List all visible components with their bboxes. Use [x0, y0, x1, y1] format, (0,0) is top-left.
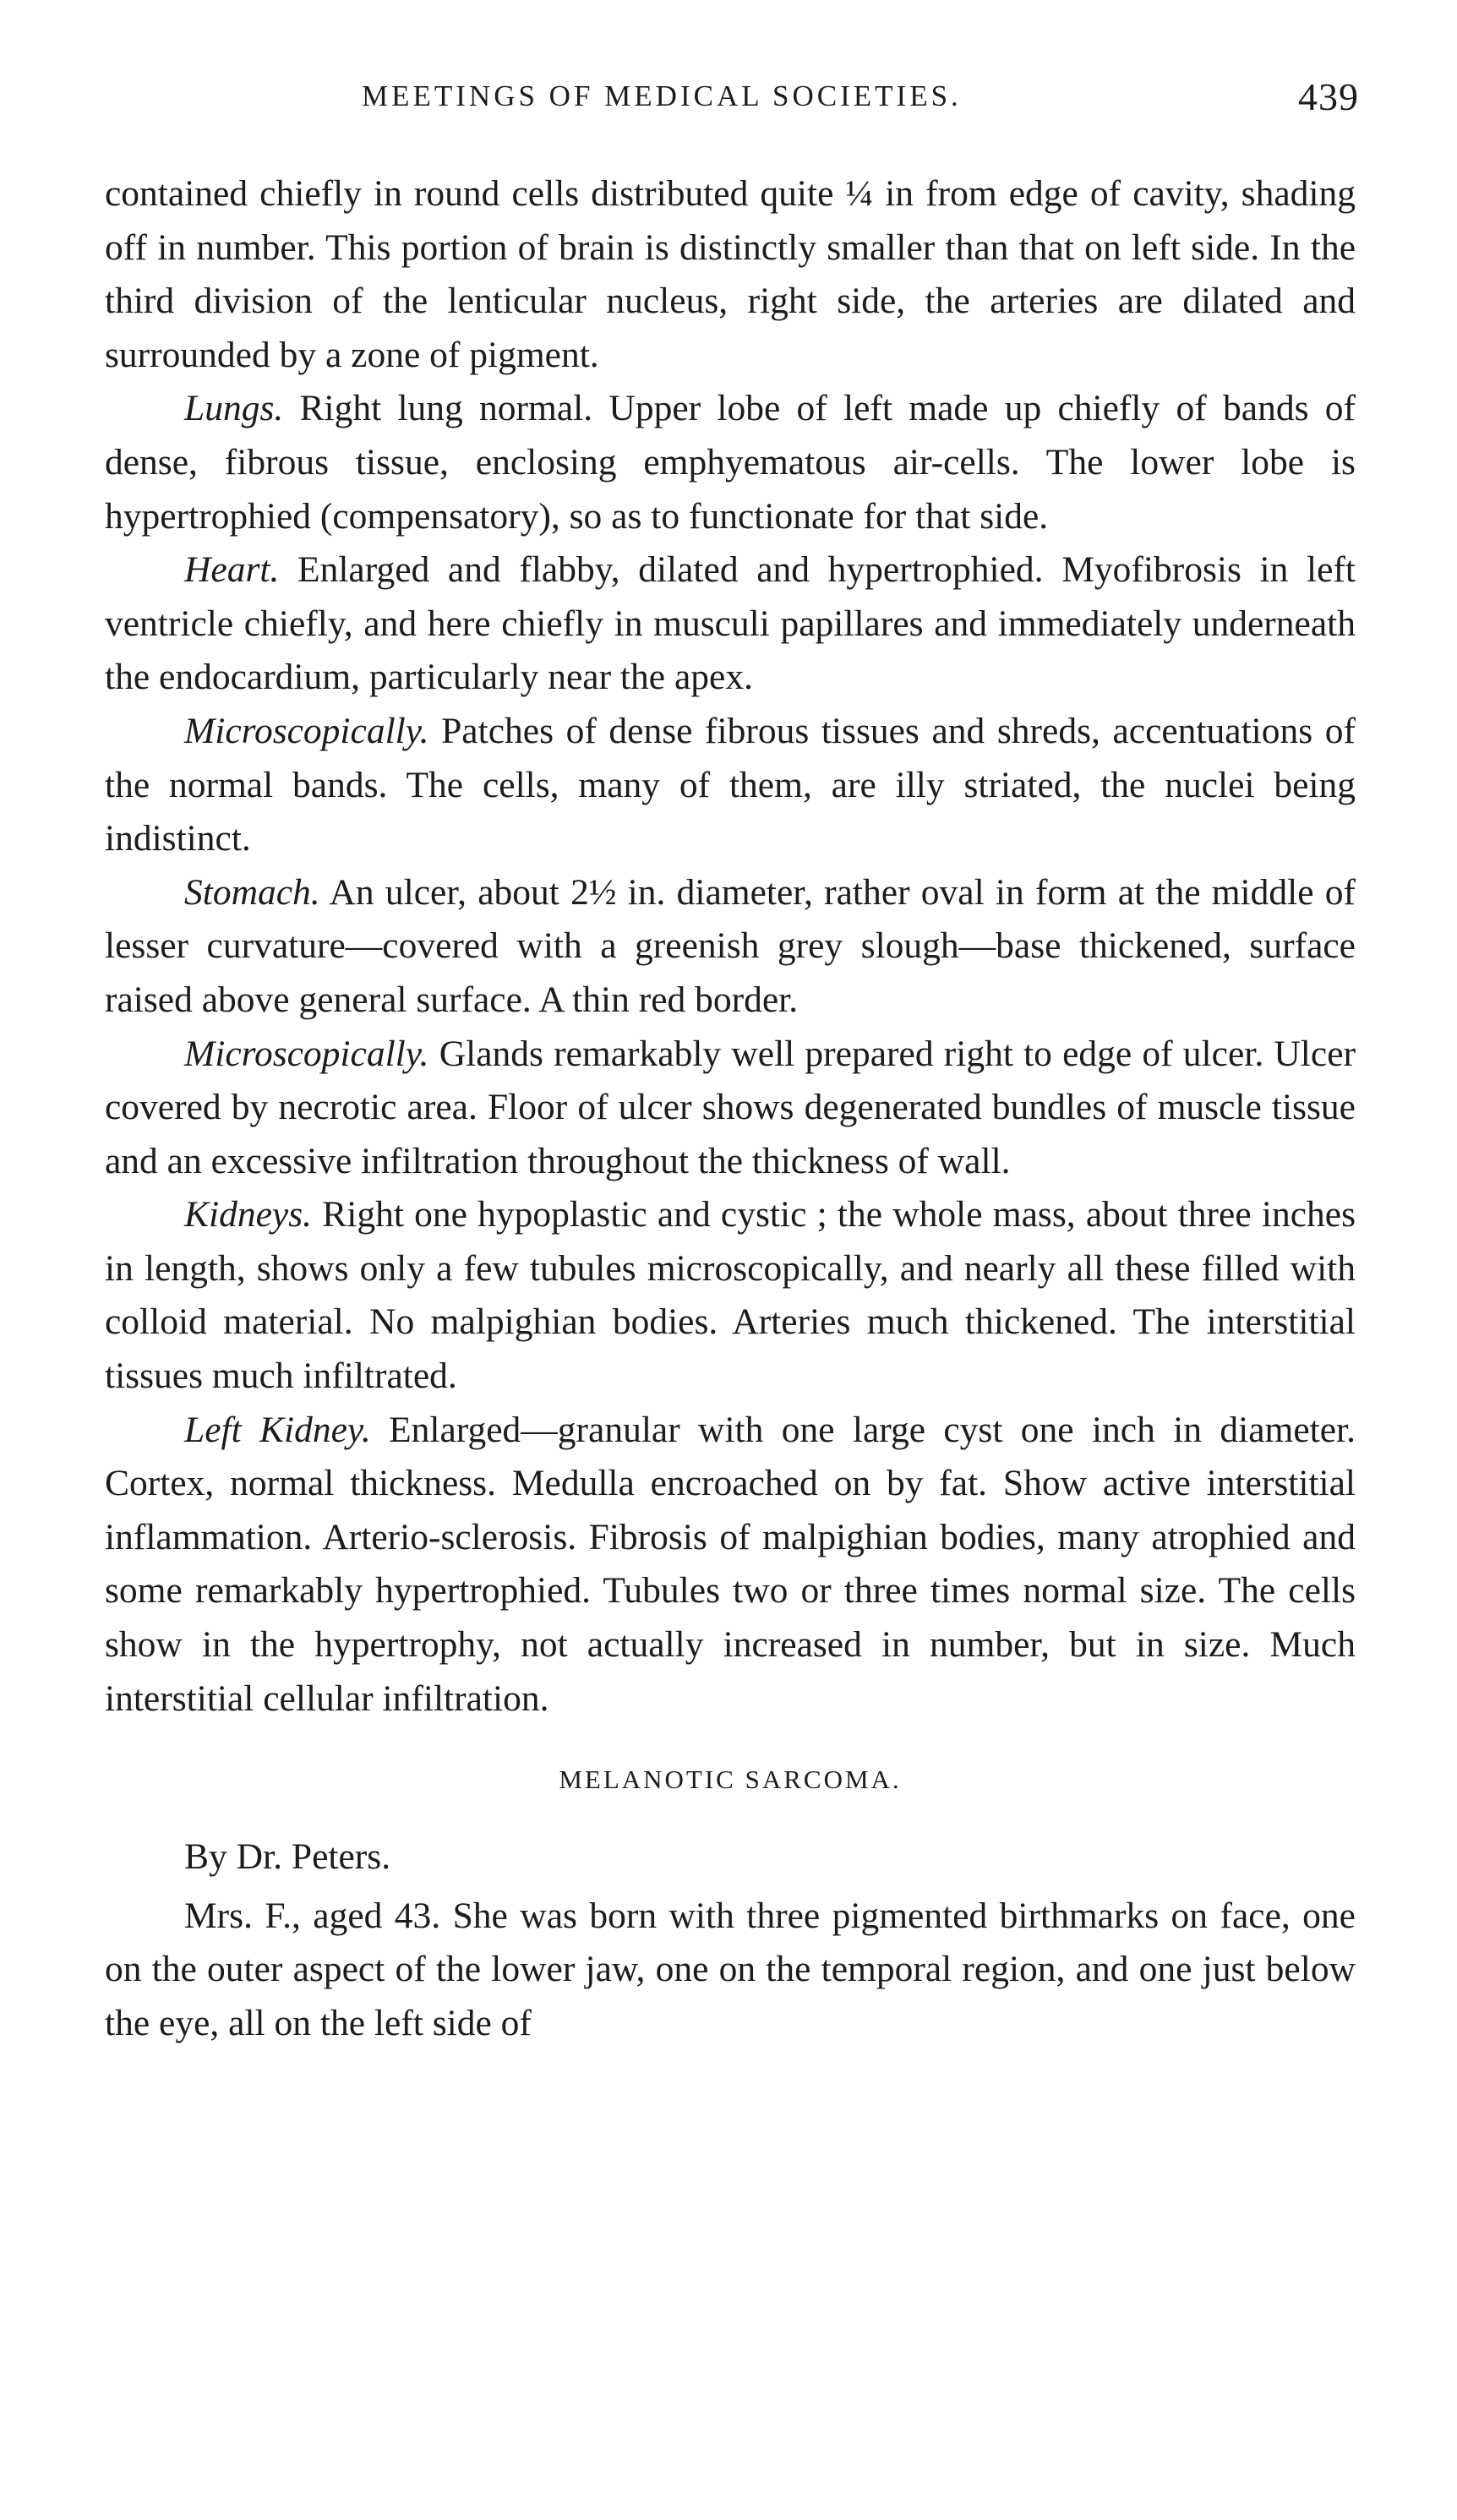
paragraph-lungs	[105, 382, 1356, 543]
paragraph-left-kidney	[105, 1404, 1356, 1726]
paragraph-kidneys	[105, 1188, 1356, 1403]
paragraph-lead: Microscopically.	[184, 1033, 429, 1074]
paragraph-stomach	[105, 866, 1356, 1028]
paragraph-heart-microscopically	[105, 705, 1356, 866]
body-text	[105, 167, 1356, 2051]
page-number: 439	[1298, 75, 1359, 118]
paragraph-stomach-microscopically	[105, 1028, 1356, 1189]
running-header	[108, 74, 1359, 125]
paragraph-lead: Heart.	[184, 549, 280, 591]
paragraph-lead: Microscopically.	[184, 710, 429, 751]
paragraph-text: contained chiefly in round cells distributed quite ¼ in from edge of cavity, shading off in number. This portion of brain is distinctly smaller than that on left side. In the third division of the lenticular nucleus, right side, the arteries are dilated and surrounded by a zone of pigment.	[105, 173, 1356, 375]
paragraph-text: Glands remarkably well prepared right to edge of ulcer. Ulcer covered by necrotic area. Floor of ulcer shows degenerated bundles of muscle tissue and an excessive infiltration throughout the thickness of wall.	[105, 1033, 1356, 1181]
running-title: MEETINGS OF MEDICAL SOCIETIES.	[362, 79, 962, 112]
paragraph-text: Enlarged and flabby, dilated and hypertrophied. Myofibrosis in left ventricle chiefly, and here chiefly in musculi papillares and immediately underneath the endocardium, particularly near the apex.	[105, 549, 1356, 698]
paragraph-text: Patches of dense fibrous tissues and shreds, accentuations of the normal bands. The cells, many of them, are illy striated, the nuclei being indistinct.	[105, 710, 1356, 859]
byline: By Dr. Peters.	[184, 1836, 391, 1878]
paragraph-lead: Lungs.	[184, 388, 284, 429]
paragraph-lead: Stomach.	[184, 871, 320, 913]
section-heading: MELANOTIC SARCOMA.	[559, 1765, 902, 1795]
paragraph-text: An ulcer, about 2½ in. diameter, rather oval in form at the middle of lesser curvature—covered with a greenish grey slough—base thickened, surface raised above general surface. A thin red border.	[105, 871, 1356, 1020]
paragraph-heart	[105, 543, 1356, 705]
paragraph-text: Right one hypoplastic and cystic ; the whole mass, about three inches in length, shows only a few tubules microscopically, and nearly all these filled with colloid material. No malpighian bodies. Arteries much thickened. The interstitial tissues much infiltrated.	[105, 1194, 1356, 1397]
paragraph-text: Right lung normal. Upper lobe of left made up chiefly of bands of dense, fibrous tissue, enclosing emphyematous air-cells. The lower lobe is hypertrophied (compensatory), so as to functionate for that side.	[105, 388, 1356, 537]
paragraph-lead: Kidneys.	[184, 1194, 313, 1235]
paragraph-lead: Left Kidney.	[184, 1409, 371, 1450]
paragraph-case-opening: Mrs. F., aged 43. She was born with three pigmented birthmarks on face, one on the outer aspect of the lower jaw, one on the temporal region, and one just below the eye, all on the left side of	[105, 1895, 1356, 2043]
paragraph-text: Enlarged—granular with one large cyst one inch in diameter. Cortex, normal thickness. Medulla encroached on by fat. Show active interstitial inflammation. Arterio-sclerosis. Fibrosis of malpighian bodies, many atrophied and some remarkably hypertrophied. Tubules two or three times normal size. The cells show in the hypertrophy, not actually increased in number, but in size. Much interstitial cellular infiltration.	[105, 1409, 1356, 1719]
paragraph-brain-continued	[105, 167, 1356, 382]
